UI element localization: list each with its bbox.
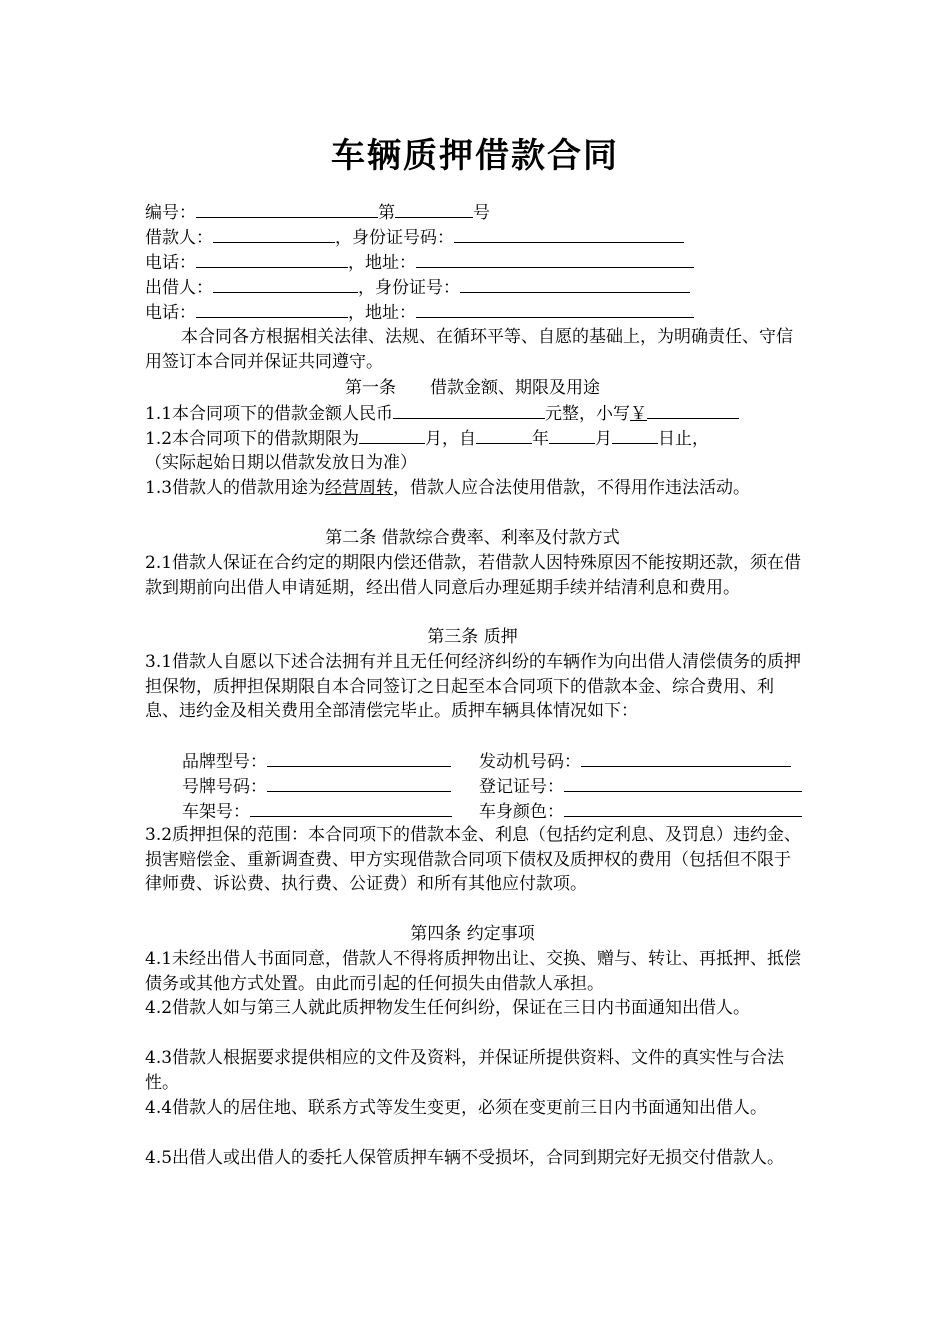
- clause-4-5: 4.5出借人或出借人的委托人保管质押车辆不受损坏，合同到期完好无损交付借款人。: [145, 1148, 785, 1168]
- clause-3-2: 3.2质押担保的范围：本合同项下的借款本金、利息（包括约定利息、及罚息）违约金、损害赔偿金、重新调查费、甲方实现借款合同项下债权及质押权的费用（包括但不限于律师费、诉讼费、执行费、公证费）和所有其他应付款项。: [145, 825, 802, 894]
- amount-words-blank[interactable]: [393, 401, 545, 419]
- end-year-blank[interactable]: [476, 426, 532, 444]
- end-day-blank[interactable]: [612, 426, 658, 444]
- registration-number-blank[interactable]: [564, 774, 802, 792]
- borrower-name-blank[interactable]: [213, 225, 335, 243]
- lender-phone-blank[interactable]: [196, 300, 348, 318]
- clause-2-1: 2.1借款人保证在合约定的期限内偿还借款，若借款人因特殊原因不能按期还款，须在借款到期前向出借人申请延期，经出借人同意后办理延期手续并结清利息和费用。: [145, 553, 802, 598]
- brand-model-row: 品牌型号：: [182, 749, 451, 774]
- term-months-blank[interactable]: [359, 426, 425, 444]
- lender-id-blank[interactable]: [460, 275, 690, 293]
- body-color-row: 车身颜色：: [479, 799, 802, 824]
- lender-address-blank[interactable]: [416, 300, 694, 318]
- article-3-heading: 第三条 质押: [427, 627, 518, 647]
- plate-number-row: 号牌号码：: [182, 774, 451, 799]
- clause-3-1: 3.1借款人自愿以下述合法拥有并且无任何经济纠纷的车辆作为向出借人清偿债务的质押担保物，质押担保期限自本合同签订之日起至本合同项下的借款本金、综合费用、利息、违约金及相关费用全部清偿完毕止。质押车辆具体情况如下：: [145, 652, 802, 721]
- contract-number-line: 编号： 第 号: [145, 200, 800, 224]
- clause-1-1: 1.1本合同项下的借款金额人民币 元整，小写￥: [145, 401, 800, 425]
- article-1-heading: 第一条 借款金额、期限及用途: [345, 378, 600, 398]
- clause-4-4: 4.4借款人的居住地、联系方式等发生变更，必须在变更前三日内书面通知出借人。: [145, 1098, 768, 1118]
- contract-number-blank[interactable]: [196, 200, 378, 218]
- amount-figures-blank[interactable]: [647, 401, 739, 419]
- clause-1-2-note: （实际起始日期以借款发放日为准）: [145, 453, 417, 473]
- registration-number-row: 登记证号：: [479, 774, 802, 799]
- borrower-line: 借款人： ，身份证号码：: [145, 225, 800, 249]
- borrower-contact-line: 电话： ，地址：: [145, 250, 800, 274]
- contract-seq-blank[interactable]: [395, 200, 473, 218]
- lender-line: 出借人： ，身份证号：: [145, 275, 800, 299]
- body-color-blank[interactable]: [564, 799, 802, 817]
- engine-number-row: 发动机号码：: [479, 749, 791, 774]
- clause-4-1: 4.1未经出借人书面同意，借款人不得将质押物出让、交换、赠与、转让、再抵押、抵偿债务或其他方式处置。由此而引起的任何损失由借款人承担。: [145, 949, 802, 994]
- intro-paragraph: 本合同各方根据相关法律、法规、在循环平等、自愿的基础上，为明确责任、守信用签订本合同并保证共同遵守。: [145, 327, 793, 372]
- clause-4-2: 4.2借款人如与第三人就此质押物发生任何纠纷，保证在三日内书面通知出借人。: [145, 998, 751, 1018]
- clause-1-2: 1.2本合同项下的借款期限为 月，自 年 月 日止，: [145, 426, 800, 450]
- engine-number-blank[interactable]: [581, 749, 791, 767]
- lender-contact-line: 电话： ，地址：: [145, 300, 800, 324]
- clause-4-3: 4.3借款人根据要求提供相应的文件及资料，并保证所提供资料、文件的真实性与合法性。: [145, 1048, 785, 1093]
- frame-number-row: 车架号：: [182, 799, 452, 824]
- frame-number-blank[interactable]: [250, 799, 452, 817]
- brand-model-blank[interactable]: [267, 749, 451, 767]
- borrower-address-blank[interactable]: [416, 250, 694, 268]
- article-4-heading: 第四条 约定事项: [410, 924, 535, 944]
- clause-1-3: 1.3借款人的借款用途为经营周转，借款人应合法使用借款，不得用作违法活动。: [145, 478, 751, 498]
- document-title: 车辆质押借款合同: [331, 136, 619, 176]
- borrower-id-blank[interactable]: [454, 225, 684, 243]
- borrower-phone-blank[interactable]: [196, 250, 348, 268]
- plate-number-blank[interactable]: [267, 774, 451, 792]
- end-month-blank[interactable]: [549, 426, 595, 444]
- lender-name-blank[interactable]: [213, 275, 358, 293]
- article-2-heading: 第二条 借款综合费率、利率及付款方式: [325, 528, 620, 548]
